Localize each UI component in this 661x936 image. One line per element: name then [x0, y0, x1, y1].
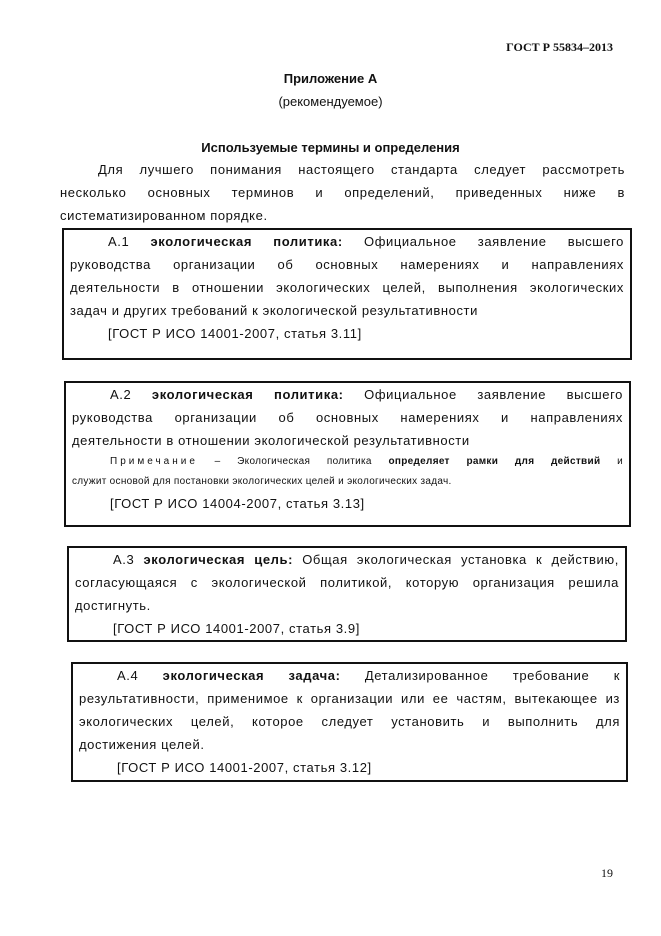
definition-box	[64, 381, 631, 527]
definition-line: руководства организации об основных намерениях и направлениях	[72, 410, 623, 425]
definition-first-line	[70, 230, 624, 253]
note-bold-text: определяет рамки для действий	[388, 456, 601, 467]
note-label: Примечание	[110, 456, 198, 467]
definition-line: достижения целей.	[79, 737, 205, 752]
definition-line: результативности, применимое к организации или ее частям, вытекающее из	[79, 691, 620, 706]
definition-reference: [ГОСТ Р ИСО 14001-2007, статья 3.12]	[117, 760, 372, 775]
page-number: 19	[601, 866, 613, 880]
definition-box	[67, 546, 627, 642]
definition-first-line	[72, 383, 623, 406]
section-title: Используемые термины и определения	[201, 140, 460, 155]
definition-number: А.2	[110, 387, 132, 402]
appendix-status: (рекомендуемое)	[278, 94, 383, 109]
definition-term: экологическая цель:	[143, 552, 294, 567]
definition-text: Общая экологическая установка к действию,	[302, 552, 619, 567]
definition-line: руководства организации об основных намерениях и направлениях	[70, 257, 624, 272]
intro-line: Для лучшего понимания настоящего стандарта следует рассмотреть	[98, 162, 625, 177]
definition-line: экологических целей, которое следует установить и выполнить для	[79, 714, 620, 729]
definition-line: деятельности в отношении экологических целей, выполнения экологических	[70, 280, 624, 295]
definition-number: А.3	[113, 552, 135, 567]
definition-reference: [ГОСТ Р ИСО 14001-2007, статья 3.9]	[113, 621, 360, 636]
definition-term: экологическая политика:	[151, 387, 344, 402]
definition-line: согласующаяся с экологической политикой, которую организация решила	[75, 575, 619, 590]
definition-text: Официальное заявление высшего	[364, 234, 625, 249]
definition-line: задач и других требований к экологической результативности	[70, 303, 478, 318]
definition-term: экологическая задача:	[162, 668, 341, 683]
intro-line: систематизированном порядке.	[60, 208, 268, 223]
definition-number: А.4	[117, 668, 139, 683]
appendix-title: Приложение А	[283, 71, 378, 86]
definition-first-line	[79, 664, 620, 687]
definition-text: Официальное заявление высшего	[364, 387, 623, 402]
definition-note-line: служит основой для постановки экологических целей и экологических задач.	[72, 476, 452, 487]
note-text: и	[617, 456, 623, 467]
definition-term: экологическая политика:	[150, 234, 343, 249]
intro-line: несколько основных терминов и определений, приведенных ниже в	[60, 185, 625, 200]
definition-line: достигнуть.	[75, 598, 151, 613]
definition-number: А.1	[108, 234, 130, 249]
definition-text: Детализированное требование к	[364, 668, 620, 683]
definition-box	[62, 228, 632, 360]
definition-box	[71, 662, 628, 782]
document-standard-code: ГОСТ Р 55834–2013	[506, 40, 613, 54]
definition-first-line	[75, 548, 619, 571]
definition-reference: [ГОСТ Р ИСО 14001-2007, статья 3.11]	[108, 326, 362, 341]
definition-line: деятельности в отношении экологической результативности	[72, 433, 470, 448]
intro-paragraph	[60, 158, 625, 227]
note-text: – Экологическая политика	[214, 456, 372, 467]
definition-note	[72, 452, 623, 472]
definition-reference: [ГОСТ Р ИСО 14004-2007, статья 3.13]	[110, 496, 365, 511]
